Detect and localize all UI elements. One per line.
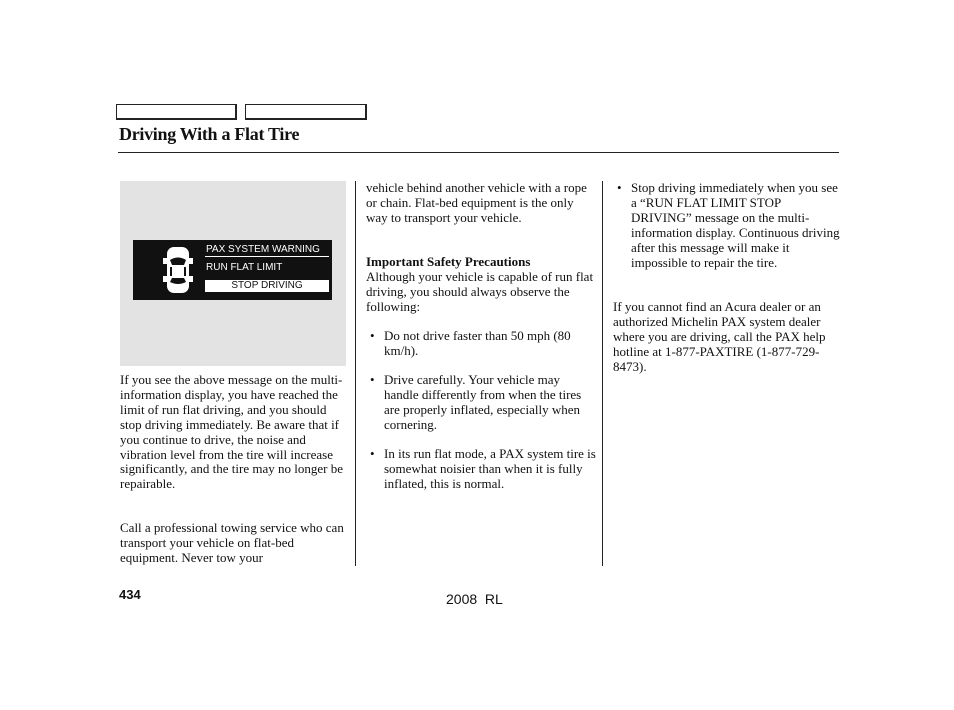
multi-information-display xyxy=(133,240,332,300)
footer-model: 2008 RL xyxy=(446,591,503,607)
bullet-icon: • xyxy=(370,328,375,343)
column1-paragraph1: If you see the above message on the multi-information display, you have reached the limit of run flat driving, and you should stop driving immediately. Be aware that if you continue to drive, the noise and vibration level from the tire will increase significantly, and the tire may no longer be repairable. xyxy=(120,372,343,492)
column-divider-2 xyxy=(602,181,603,566)
column-divider-1 xyxy=(355,181,356,566)
display-underline xyxy=(205,256,329,257)
safety-precautions-heading: Important Safety Precautions xyxy=(366,254,531,269)
list-item xyxy=(370,373,596,433)
list-item-text: Stop driving immediately when you see a “RUN FLAT LIMIT STOP DRIVING” message on the multi-information display. Continuous driving after this message will make it impossible to repair the tire. xyxy=(631,180,840,270)
display-warning-text: PAX SYSTEM WARNING xyxy=(206,244,320,255)
list-item-text: In its run flat mode, a PAX system tire is somewhat noisier than when it is fully inflated, this is normal. xyxy=(384,446,596,491)
display-illustration xyxy=(120,181,346,366)
list-item xyxy=(370,329,596,359)
car-top-view-icon xyxy=(163,244,193,296)
list-item xyxy=(617,181,841,270)
bullet-icon: • xyxy=(617,180,622,195)
display-limit-text: RUN FLAT LIMIT xyxy=(206,262,283,273)
list-item-text: Do not drive faster than 50 mph (80 km/h). xyxy=(384,328,571,358)
page-title: Driving With a Flat Tire xyxy=(119,124,300,144)
title-divider xyxy=(118,152,839,153)
column1-paragraph2: Call a professional towing service who can transport your vehicle on flat-bed equipment. Never tow your xyxy=(120,520,344,565)
header-tab-box-left xyxy=(116,104,237,120)
column2-paragraph1: vehicle behind another vehicle with a rope or chain. Flat-bed equipment is the only way to transport your vehicle. xyxy=(366,180,587,225)
column2-paragraph2: Although your vehicle is capable of run flat driving, you should always observe the following: xyxy=(366,269,594,314)
header-tab-box-right xyxy=(245,104,367,120)
display-stop-text: STOP DRIVING xyxy=(205,280,329,292)
list-item-text: Drive carefully. Your vehicle may handle differently from when the tires are properly inflated, especially when cornering. xyxy=(384,372,582,432)
bullet-icon: • xyxy=(370,446,375,461)
list-item xyxy=(370,447,596,492)
bullet-icon: • xyxy=(370,372,375,387)
page-number: 434 xyxy=(119,587,141,602)
column3-paragraph2: If you cannot find an Acura dealer or an authorized Michelin PAX system dealer where you are driving, call the PAX help hotline at 1-877-PAXTIRE (1-877-729-8473). xyxy=(613,299,826,374)
